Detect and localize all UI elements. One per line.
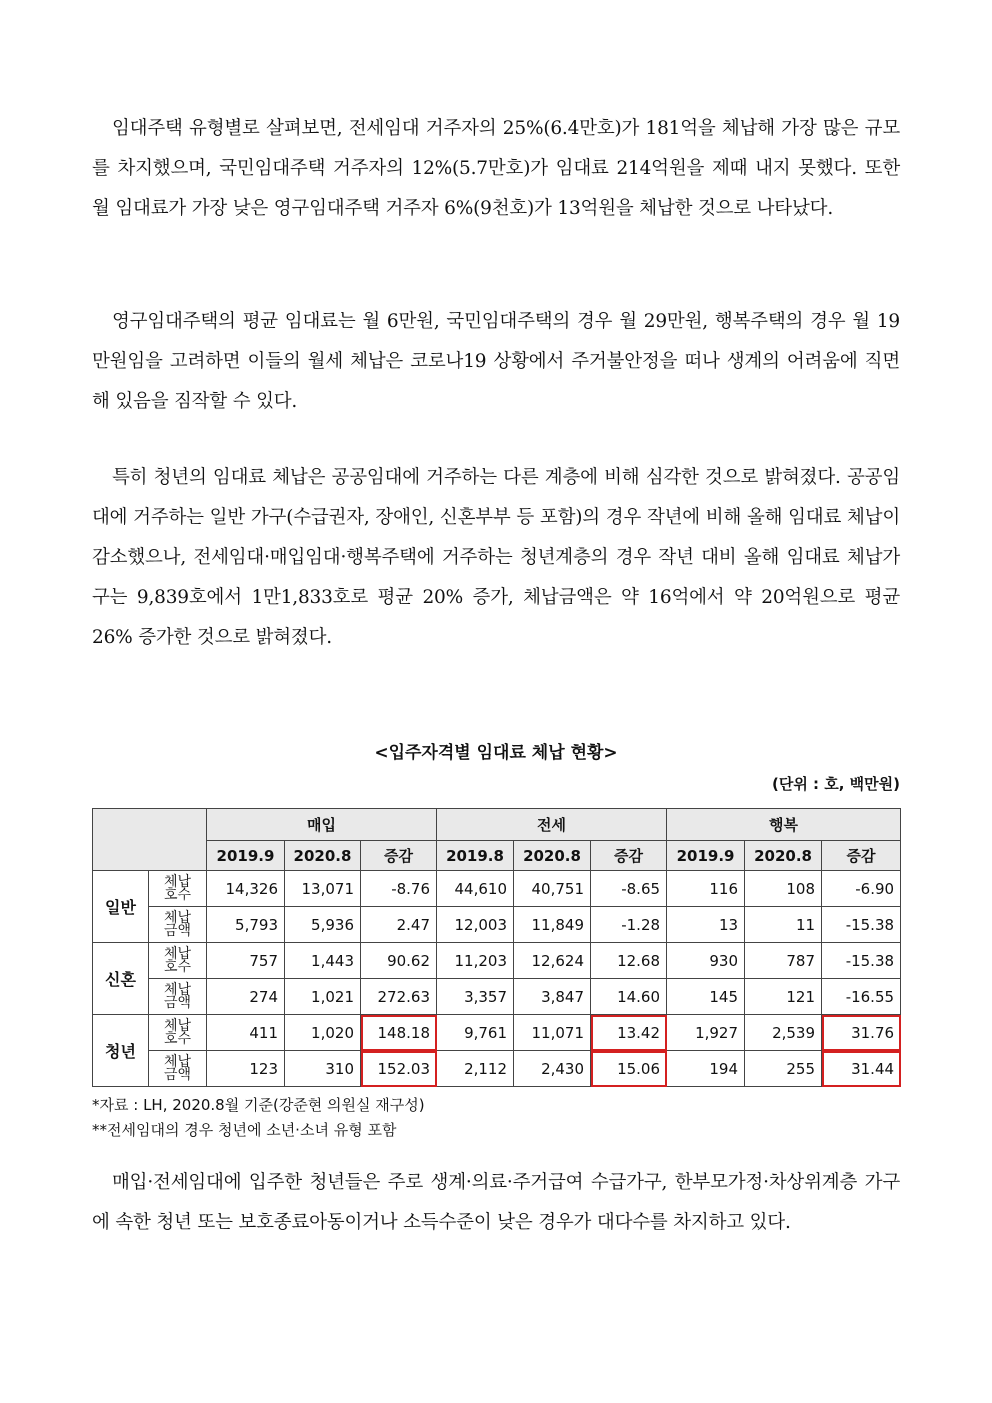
value-cell: -15.38 (822, 943, 901, 979)
value-cell: 152.03 (361, 1051, 437, 1087)
table-row (93, 907, 901, 943)
value-cell: 145 (667, 979, 745, 1015)
value-cell: -1.28 (591, 907, 667, 943)
table-unit: (단위 : 호, 백만원) (771, 775, 900, 793)
metric-label-cell (149, 943, 207, 979)
group-header: 매입 (207, 809, 437, 841)
category-cell: 일반 (93, 871, 149, 943)
source-note: *자료 : LH, 2020.8월 기준(강준현 의원실 재구성) (92, 1096, 425, 1114)
value-cell: -6.90 (822, 871, 901, 907)
value-cell: -8.76 (361, 871, 437, 907)
value-cell: 757 (207, 943, 285, 979)
table-row (93, 943, 901, 979)
value-cell: -15.38 (822, 907, 901, 943)
value-cell: -16.55 (822, 979, 901, 1015)
metric-label-cell (149, 871, 207, 907)
period-header: 증감 (822, 841, 901, 871)
value-cell: 930 (667, 943, 745, 979)
category-cell: 청년 (93, 1015, 149, 1087)
value-cell: 116 (667, 871, 745, 907)
value-cell: 274 (207, 979, 285, 1015)
metric-label-cell (149, 907, 207, 943)
value-cell: -8.65 (591, 871, 667, 907)
value-cell: 40,751 (514, 871, 591, 907)
period-header: 2019.8 (437, 841, 514, 871)
value-cell: 1,443 (285, 943, 361, 979)
metric-label-bottom: 금액 (163, 1066, 192, 1083)
table-title: <입주자격별 임대료 체납 현황> (374, 743, 618, 763)
table-header-periods (93, 841, 901, 871)
metric-label-cell (149, 1051, 207, 1087)
period-header: 증감 (361, 841, 437, 871)
value-cell: 13.42 (591, 1015, 667, 1051)
value-cell: 13 (667, 907, 745, 943)
table-header-groups (93, 809, 901, 841)
value-cell: 2,539 (745, 1015, 822, 1051)
paragraph-youth-profile: 매입·전세임대에 입주한 청년들은 주로 생계·의료·주거급여 수급가구, 한부모가정·차상위계층 가구에 속한 청년 또는 보호종료아동이거나 소득수준이 낮은 경우가 대다수를 차지하고 있다. (92, 1172, 900, 1233)
table-row (93, 871, 901, 907)
footnote: **전세임대의 경우 청년에 소년·소녀 유형 포함 (92, 1121, 397, 1139)
value-cell: 1,020 (285, 1015, 361, 1051)
value-cell: 11,071 (514, 1015, 591, 1051)
value-cell: 15.06 (591, 1051, 667, 1087)
value-cell: 123 (207, 1051, 285, 1087)
group-header: 행복 (667, 809, 901, 841)
metric-label-bottom: 호수 (163, 958, 192, 975)
value-cell: 5,936 (285, 907, 361, 943)
value-cell: 11,203 (437, 943, 514, 979)
metric-label-bottom: 호수 (163, 1030, 192, 1047)
metric-label-top: 체납 (163, 909, 192, 926)
metric-label-top: 체납 (163, 945, 192, 962)
value-cell: 13,071 (285, 871, 361, 907)
value-cell: 1,927 (667, 1015, 745, 1051)
value-cell: 2.47 (361, 907, 437, 943)
metric-label-top: 체납 (163, 981, 192, 998)
table-corner-cell (93, 809, 207, 871)
paragraph-average-rent: 영구임대주택의 평균 임대료는 월 6만원, 국민임대주택의 경우 월 29만원, 행복주택의 경우 월 19만원임을 고려하면 이들의 월세 체납은 코로나19 상황에서 주거불안정을 떠나 생계의 어려움에 직면해 있음을 짐작할 수 있다. (92, 311, 900, 412)
arrears-table (92, 808, 901, 1087)
metric-label-bottom: 금액 (163, 994, 192, 1011)
period-header: 2020.8 (285, 841, 361, 871)
value-cell: 121 (745, 979, 822, 1015)
value-cell: 12.68 (591, 943, 667, 979)
value-cell: 31.44 (822, 1051, 901, 1087)
value-cell: 12,003 (437, 907, 514, 943)
metric-label-top: 체납 (163, 1017, 192, 1034)
value-cell: 14.60 (591, 979, 667, 1015)
table-row (93, 979, 901, 1015)
table-row (93, 1015, 901, 1051)
metric-label-top: 체납 (163, 873, 192, 890)
value-cell: 411 (207, 1015, 285, 1051)
metric-label-bottom: 호수 (163, 886, 192, 903)
value-cell: 2,430 (514, 1051, 591, 1087)
value-cell: 194 (667, 1051, 745, 1087)
value-cell: 90.62 (361, 943, 437, 979)
value-cell: 3,847 (514, 979, 591, 1015)
value-cell: 148.18 (361, 1015, 437, 1051)
period-header: 2019.9 (667, 841, 745, 871)
group-header: 전세 (437, 809, 667, 841)
value-cell: 12,624 (514, 943, 591, 979)
value-cell: 5,793 (207, 907, 285, 943)
period-header: 2020.8 (745, 841, 822, 871)
value-cell: 2,112 (437, 1051, 514, 1087)
value-cell: 11 (745, 907, 822, 943)
value-cell: 9,761 (437, 1015, 514, 1051)
table-row (93, 1051, 901, 1087)
value-cell: 108 (745, 871, 822, 907)
value-cell: 272.63 (361, 979, 437, 1015)
value-cell: 787 (745, 943, 822, 979)
period-header: 2019.9 (207, 841, 285, 871)
value-cell: 255 (745, 1051, 822, 1087)
value-cell: 3,357 (437, 979, 514, 1015)
value-cell: 11,849 (514, 907, 591, 943)
table-body (93, 871, 901, 1087)
period-header: 2020.8 (514, 841, 591, 871)
value-cell: 310 (285, 1051, 361, 1087)
value-cell: 1,021 (285, 979, 361, 1015)
value-cell: 14,326 (207, 871, 285, 907)
paragraph-rental-type: 임대주택 유형별로 살펴보면, 전세임대 거주자의 25%(6.4만호)가 181억을 체납해 가장 많은 규모를 차지했으며, 국민임대주택 거주자의 12%(5.7만호)가 임대료 214억원을 제때 내지 못했다. 또한 월 임대료가 가장 낮은 영구임대주택 거주자 6%(9천호)가 13억원을 체납한 것으로 나타났다. (92, 118, 900, 219)
metric-label-cell (149, 1015, 207, 1051)
metric-label-top: 체납 (163, 1053, 192, 1070)
metric-label-cell (149, 979, 207, 1015)
paragraph-youth-arrears: 특히 청년의 임대료 체납은 공공임대에 거주하는 다른 계층에 비해 심각한 것으로 밝혀졌다. 공공임대에 거주하는 일반 가구(수급권자, 장애인, 신혼부부 등 포함)의 경우 작년에 비해 올해 임대료 체납이 감소했으나, 전세임대·매입임대·행복주택에 거주하는 청년계층의 경우 작년 대비 올해 임대료 체납가구는 9,839호에서 1만1,833호로 평균 20% 증가, 체납금액은 약 16억에서 약 20억원으로 평균 26% 증가한 것으로 밝혀졌다. (92, 467, 900, 648)
category-cell: 신혼 (93, 943, 149, 1015)
value-cell: 31.76 (822, 1015, 901, 1051)
metric-label-bottom: 금액 (163, 922, 192, 939)
period-header: 증감 (591, 841, 667, 871)
value-cell: 44,610 (437, 871, 514, 907)
